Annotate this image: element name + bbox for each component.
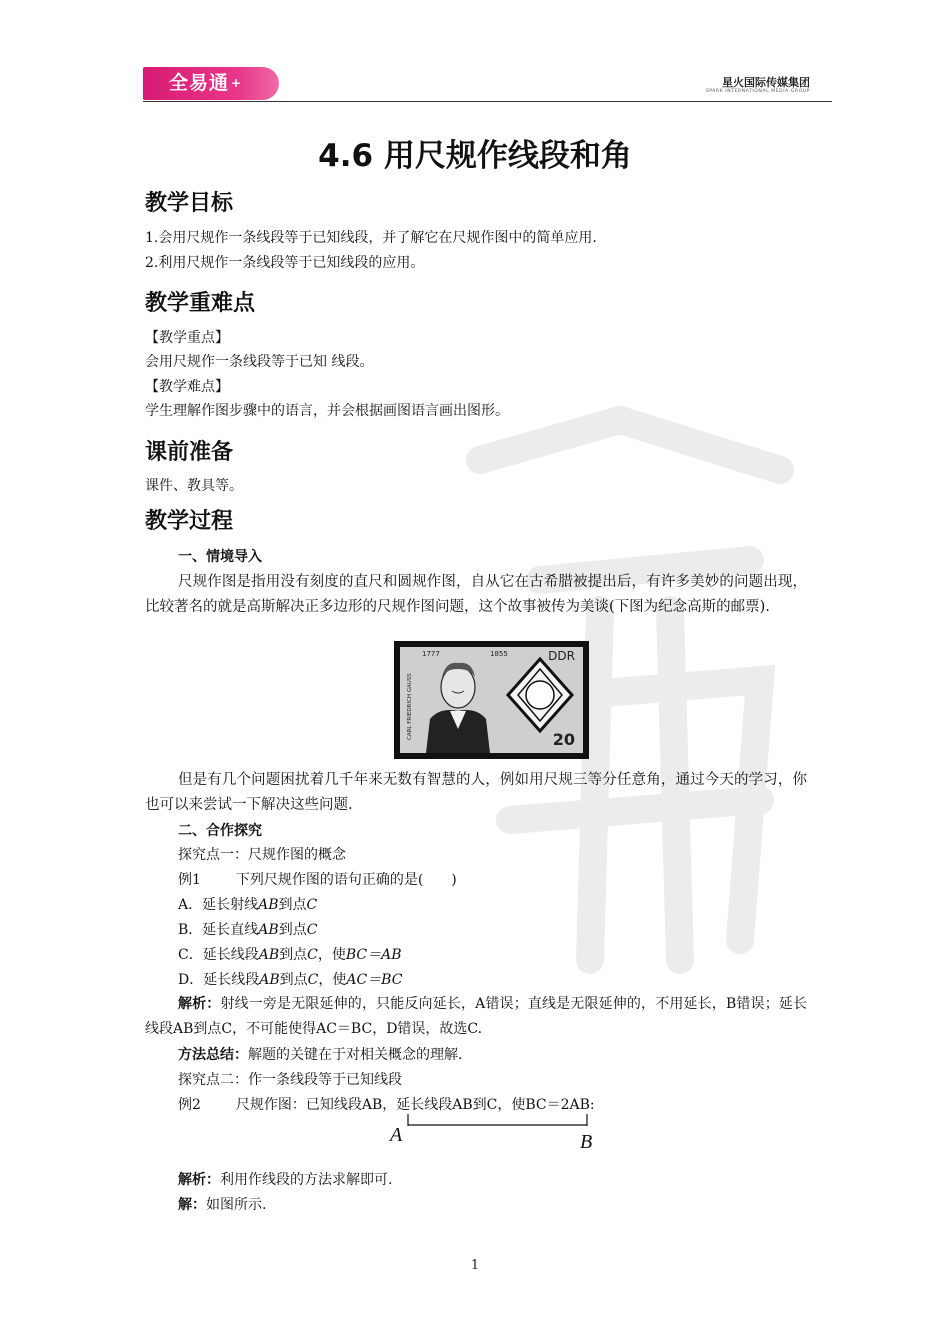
logo-star-icon: + [231,76,243,90]
option-a-var1: AB [258,897,279,913]
publisher-name-en: SPARK INTERNATIONAL MEDIA GROUP [705,89,810,94]
solution-label: 解： [178,1197,206,1213]
option-d-sep: ，使 [318,972,347,988]
option-c-equation: BC＝AB [345,947,402,963]
heading-process: 教学过程 [145,509,234,534]
solution [178,1195,266,1215]
header-divider [143,101,832,102]
option-a-mid: 到点 [278,897,307,913]
option-b-mid: 到点 [278,922,307,938]
method-summary-label: 方法总结： [178,1047,248,1063]
analysis-1-label: 解析： [178,996,221,1012]
brand-logo [143,67,279,100]
option-c-mid: 到点 [279,947,308,963]
option-b-prefix: B．延长直线 [178,922,259,938]
stamp-country: DDR [548,649,575,663]
option-a-prefix: A．延长射线 [178,897,259,913]
analysis-2-text: 利用作线段的方法求解即可. [220,1172,393,1188]
solution-text: 如图所示. [206,1197,267,1213]
focus-text: 会用尺规作一条线段等于已知 线段。 [145,354,374,370]
example-1-label: 例1 [178,872,201,888]
method-summary-text: 解题的关键在于对相关概念的理解. [248,1047,463,1063]
intro-paragraph: 尺规作图是指用没有刻度的直尺和圆规作图，自从它在古希腊被提出后，有许多美妙的问题出现，比较著名的就是高斯解决正多边形的尺规作图问题，这个故事被传为美谈(下图为纪念高斯的邮票). [145,574,807,615]
stamp-value: 20 [552,730,575,749]
objective-item-1: 1.会用尺规作一条线段等于已知线段，并了解它在尺规作图中的简单应用. [145,230,597,246]
focus-label: 【教学重点】 [145,330,229,346]
option-c-prefix: C．延长线段 [178,947,259,963]
option-a [178,895,317,915]
option-b [178,920,317,940]
option-c-var2: C [307,947,318,963]
logo-text: 全易通 [169,72,230,94]
method-summary [178,1045,462,1065]
option-d-mid: 到点 [279,972,308,988]
option-d-prefix: D．延长线段 [178,972,260,988]
option-d-equation: AC＝BC [346,972,403,988]
part1-title: 一、情境导入 [178,549,262,565]
option-c-var1: AB [258,947,280,963]
option-d-var2: C [307,972,319,988]
analysis-2-label: 解析： [178,1172,220,1188]
page-number: 1 [470,1258,480,1273]
stamp-name: CARL FRIEDRICH GAUSS [407,673,413,740]
example-1-question: 下列尺规作图的语句正确的是( ) [235,872,457,888]
stamp-year-end: 1855 [490,650,508,658]
stamp-year-start: 1777 [422,650,440,658]
analysis-1 [145,992,807,1042]
option-c-sep: ，使 [317,947,346,963]
example-1 [178,870,457,890]
exploration-point-1: 探究点一：尺规作图的概念 [178,847,346,863]
analysis-2 [178,1170,392,1190]
option-a-var2: C [306,897,318,913]
heading-key-points: 教学重难点 [145,291,256,316]
example-2-label: 例2 [178,1097,201,1113]
option-d-var1: AB [259,972,280,988]
option-b-var1: AB [258,922,279,938]
heading-objectives: 教学目标 [145,191,234,216]
publisher-name: 星火国际传媒集团 [722,76,810,89]
prep-text: 课件、教具等。 [145,478,243,494]
objective-item-2: 2.利用尺规作一条线段等于已知线段的应用。 [145,255,425,271]
after-stamp-paragraph: 但是有几个问题困扰着几千年来无数有智慧的人，例如用尺规三等分任意角，通过今天的学习，你也可以来尝试一下解决这些问题. [145,772,807,813]
option-c [178,945,402,965]
stamp-face [400,647,583,753]
part2-title: 二、合作探究 [178,823,262,839]
segment-label-b: B [580,1131,593,1153]
heading-prep: 课前准备 [145,440,234,465]
segment-ab-diagram [398,1112,598,1132]
option-d [178,970,402,990]
example-2-question: 尺规作图：已知线段AB，延长线段AB到C，使BC＝2AB: [235,1097,595,1113]
page-title: 4.6 用尺规作线段和角 [318,138,632,174]
difficulty-text: 学生理解作图步骤中的语言，并会根据画图语言画出图形。 [145,403,509,419]
option-b-var2: C [306,922,318,938]
analysis-1-text: 射线一旁是无限延伸的，只能反向延长，A错误；直线是无限延伸的，不用延长，B错误；延长线段AB到点C，不可能使得AC＝BC，D错误，故选C. [145,996,807,1037]
difficulty-label: 【教学难点】 [145,379,229,395]
segment-label-a: A [390,1124,403,1146]
gauss-stamp-image [394,641,589,759]
exploration-point-2: 探究点二：作一条线段等于已知线段 [178,1072,402,1088]
